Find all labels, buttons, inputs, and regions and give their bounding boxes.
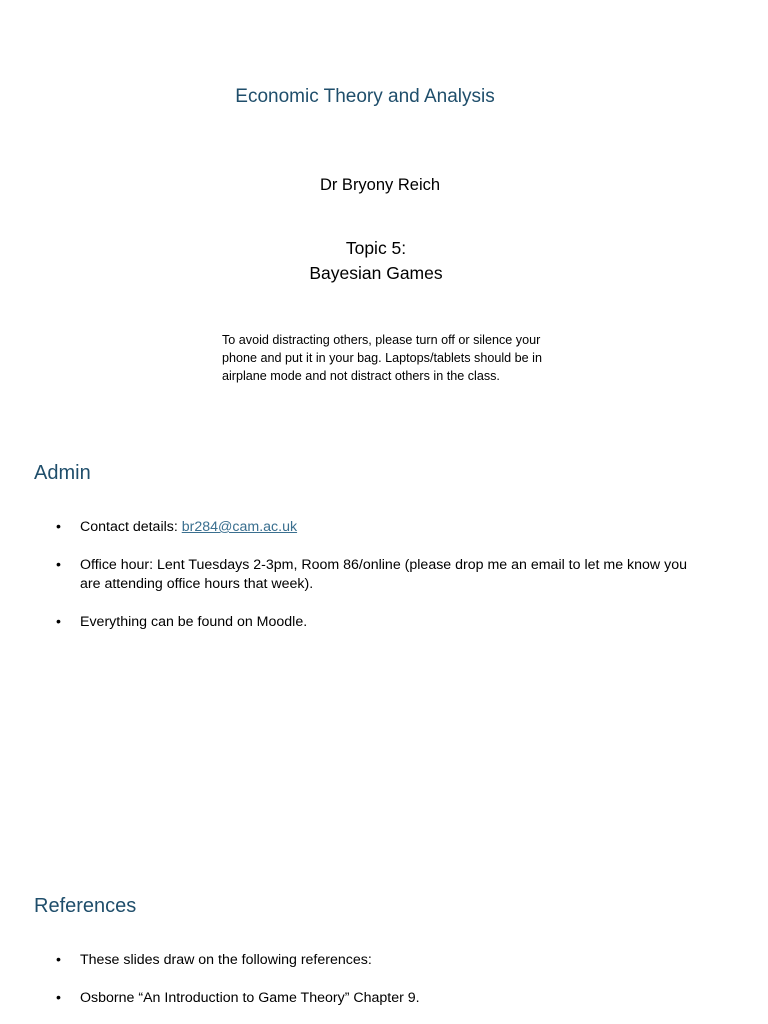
topic-number: Topic 5:	[345, 238, 407, 258]
bullet-icon: •	[56, 519, 61, 535]
notice-line: phone and put it in your bag. Laptops/tablets should be in	[222, 351, 542, 365]
list-item-osborne	[56, 989, 726, 1009]
list-item-contact	[56, 518, 726, 538]
office-hour-text: are attending office hours that week).	[80, 576, 314, 592]
list-item-references-intro	[56, 951, 726, 971]
contact-label: Contact details:	[80, 519, 182, 535]
bullet-icon: •	[56, 556, 61, 573]
list-item-office-hour	[56, 556, 726, 595]
list-item-moodle	[56, 613, 726, 633]
admin-list	[56, 518, 726, 632]
references-list	[56, 951, 726, 1008]
topic-block	[0, 236, 752, 286]
admin-heading: Admin	[34, 462, 91, 484]
author-name: Dr Bryony Reich	[319, 176, 441, 194]
email-link[interactable]: br284@cam.ac.uk	[181, 519, 298, 535]
references-heading: References	[34, 895, 137, 917]
device-notice	[222, 331, 582, 385]
topic-title: Bayesian Games	[309, 263, 443, 283]
notice-line: airplane mode and not distract others in the class.	[222, 369, 500, 383]
office-hour-text: Office hour: Lent Tuesdays 2-3pm, Room 86/online (please drop me an email to let me know you	[80, 556, 687, 573]
bullet-icon: •	[56, 613, 61, 630]
references-intro-text: These slides draw on the following references:	[80, 952, 372, 968]
moodle-text: Everything can be found on Moodle.	[80, 613, 308, 630]
page-title: Economic Theory and Analysis	[235, 86, 495, 107]
notice-line: To avoid distracting others, please turn off or silence your	[222, 333, 541, 347]
bullet-icon: •	[56, 952, 61, 968]
bullet-icon: •	[56, 989, 61, 1006]
osborne-reference-text: Osborne “An Introduction to Game Theory” Chapter 9.	[80, 989, 420, 1006]
